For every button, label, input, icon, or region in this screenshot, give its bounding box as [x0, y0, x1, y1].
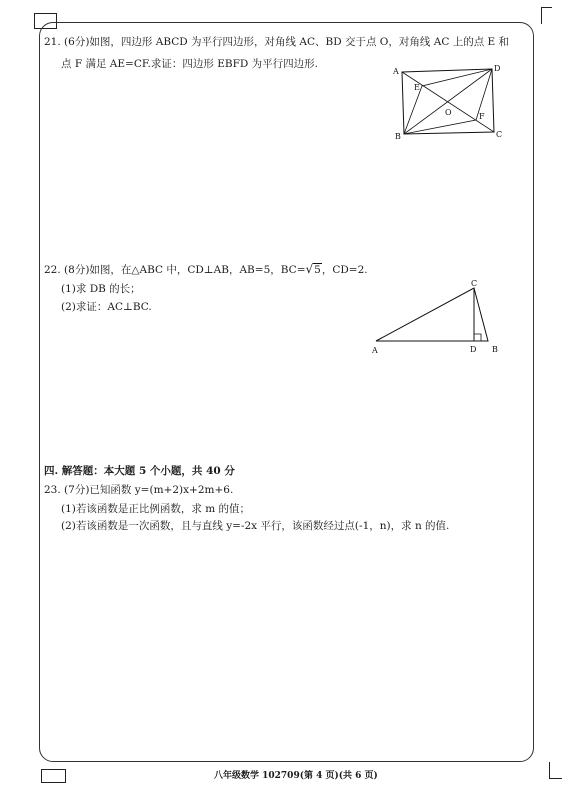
q21-label-A: A — [393, 67, 399, 76]
q22-triangle-figure — [368, 276, 508, 356]
q23-part2: (2)若该函数是一次函数，且与直线 y=-2x 平行，该函数经过点(-1，n)，求 n 的值. — [61, 520, 450, 532]
q22-part2: (2)求证：AC⊥BC. — [61, 301, 152, 313]
q21-label-F: F — [479, 112, 485, 121]
page-footer: 八年级数学 102709(第 4 页)(共 6 页) — [214, 771, 378, 781]
q21-line1: 21. (6分)如图，四边形 ABCD 为平行四边形，对角线 AC、BD 交于点 O，对角线 AC 上的点 E 和 — [44, 36, 510, 48]
sqrt-five — [306, 262, 322, 277]
q21-label-E: E — [414, 83, 420, 92]
corner-mark-bottom-right — [549, 762, 562, 779]
sqrt-symbol: √ — [305, 262, 314, 276]
q22-label-B: B — [492, 345, 498, 354]
q23-stem: 23. (7分)已知函数 y=(m+2)x+2m+6. — [44, 484, 234, 496]
corner-mark-top-right — [541, 7, 552, 24]
q22-stem — [44, 262, 368, 277]
corner-mark-bottom-left — [41, 769, 66, 783]
q21-line2: 点 F 满足 AE=CF.求证：四边形 EBFD 为平行四边形. — [61, 58, 318, 70]
q22-label-A: A — [372, 346, 378, 355]
sqrt-radicand: 5 — [314, 264, 321, 276]
q21-parallelogram-figure — [390, 62, 510, 142]
q22-part1: (1)求 DB 的长； — [61, 283, 141, 295]
q22-label-D: D — [470, 345, 477, 354]
q21-label-B: B — [395, 132, 401, 141]
q21-label-D: D — [494, 64, 501, 73]
q21-label-O: O — [445, 108, 452, 117]
q21-label-C: C — [496, 130, 503, 139]
q22-stem-suffix: ，CD=2. — [321, 264, 368, 276]
q22-stem-prefix: 22. (8分)如图，在△ABC 中，CD⊥AB，AB=5，BC= — [44, 264, 306, 276]
section4-heading: 四. 解答题：本大题 5 个小题，共 40 分 — [44, 465, 235, 477]
q22-label-C: C — [471, 279, 478, 288]
q23-part1: (1)若该函数是正比例函数，求 m 的值； — [61, 503, 251, 515]
